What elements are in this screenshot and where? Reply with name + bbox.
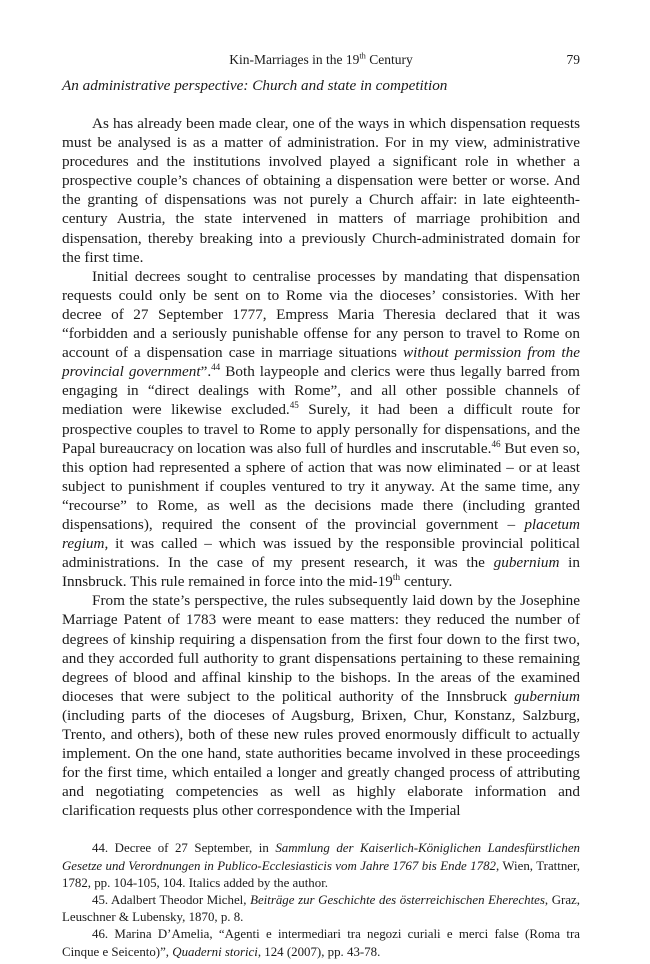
running-title xyxy=(62,52,580,68)
paragraph-2: Initial decrees sought to centralise processes by mandating that dispensation requests could only be sent on to Rome via the dioceses’ consistories. With her decree of 27 September 1777, Empress Maria Theresia declared that it was “forbidden and a seriously punishable offense for any person to travel to Rome on account of a dispensation case in marriage situations without permission from the provincial government”.$^{44}$ Both laypeople and clerics were thus legally barred from engaging in “direct dealings with Rome”, and all other possible channels of mediation were likewise excluded.$^{45}$ Surely, it had been a difficult route for prospective couples to travel to Rome to apply personally for dispensations, and the Papal bureaucracy on location was also full of hurdles and inscrutable.$^{46}$ But even so, this option had represented a sphere of action that was now eliminated – or at least subject to punishment if couples ventured to try it anyway. At the same time, any “recourse” to Rome, as well as the decisions made there (including granted dispensations), required the consent of the provincial government – placetum regium, it was called – which was issued by the responsible provincial political administrations. In the case of my present research, it was the gubernium in Innsbruck. This rule remained in force into the mid-19th century. xyxy=(62,267,581,591)
footnote-ref-46[interactable]: 46 xyxy=(491,438,501,449)
footnote-45: 45. Adalbert Theodor Michel, Beiträge zur Geschichte des österreichischen Eherechtes, Graz, Leuschner & Lubensky, 1870, p. 8. xyxy=(62,893,580,925)
footnotes xyxy=(62,840,580,960)
footnote-46: 46. Marina D’Amelia, “Agenti e intermediari tra negozi curiali e merci false (Roma tra Cinque e Seicento)”, Quaderni storici, 124 (2007), pp. 43-78. xyxy=(62,927,580,959)
book-page xyxy=(62,52,580,961)
section-heading: An administrative perspective: Church and state in competition xyxy=(62,77,448,94)
running-title-superscript: th xyxy=(359,51,366,61)
running-title-text-end: Century xyxy=(365,52,413,67)
paragraph-3: From the state’s perspective, the rules subsequently laid down by the Josephine Marriage Patent of 1783 were meant to ease matters: they reduced the number of degrees of kinship requiring a dispensation from the first four down to the first two, and they accorded full authority to grant dispensations pertaining to these remaining degrees of blood and affinal kinship to the bishops. In the areas of the examined dioceses that were subject to the political authority of the Innsbruck gubernium (including parts of the dioceses of Augsburg, Brixen, Chur, Konstanz, Salzburg, Trento, and others), both of these new rules proved enormously difficult to actually implement. On the one hand, state authorities became involved in these proceedings for the first time, which entailed a longer and greatly changed process of attributing and negotiating competencies as well as highly elaborate information and clarification requests plus other correspondence with the Imperial xyxy=(62,592,580,820)
footnote-ref-45[interactable]: 45 xyxy=(289,400,299,411)
body-text xyxy=(62,114,580,820)
page-number: 79 xyxy=(566,52,580,67)
footnote-44: 44. Decree of 27 September, in Sammlung der Kaiserlich-Königlichen Landesfürstlichen Gesetze und Verordnungen in Publico-Ecclesiasticis vom Jahre 1767 bis Ende 1782, Wien, Trattner, 1782, pp. 104-105, 104. Italics added by the author. xyxy=(62,841,580,890)
running-header xyxy=(62,52,580,74)
running-title-text: Kin-Marriages in the 19 xyxy=(229,52,360,67)
paragraph-1: As has already been made clear, one of the ways in which dispensation requests must be analysed is as a matter of administration. For in my view, administrative procedures and the institutions involved played a significant role in whether a prospective couple’s chances of obtaining a dispensation were better or worse. And the granting of dispensations was not purely a Church affair: in late eighteenth-century Austria, the state intervened in matters of marriage prohibition and dispensation, thereby breaking into a previously Church-administrated domain for the first time. xyxy=(62,115,580,266)
footnote-ref-44[interactable]: 44 xyxy=(211,362,221,373)
